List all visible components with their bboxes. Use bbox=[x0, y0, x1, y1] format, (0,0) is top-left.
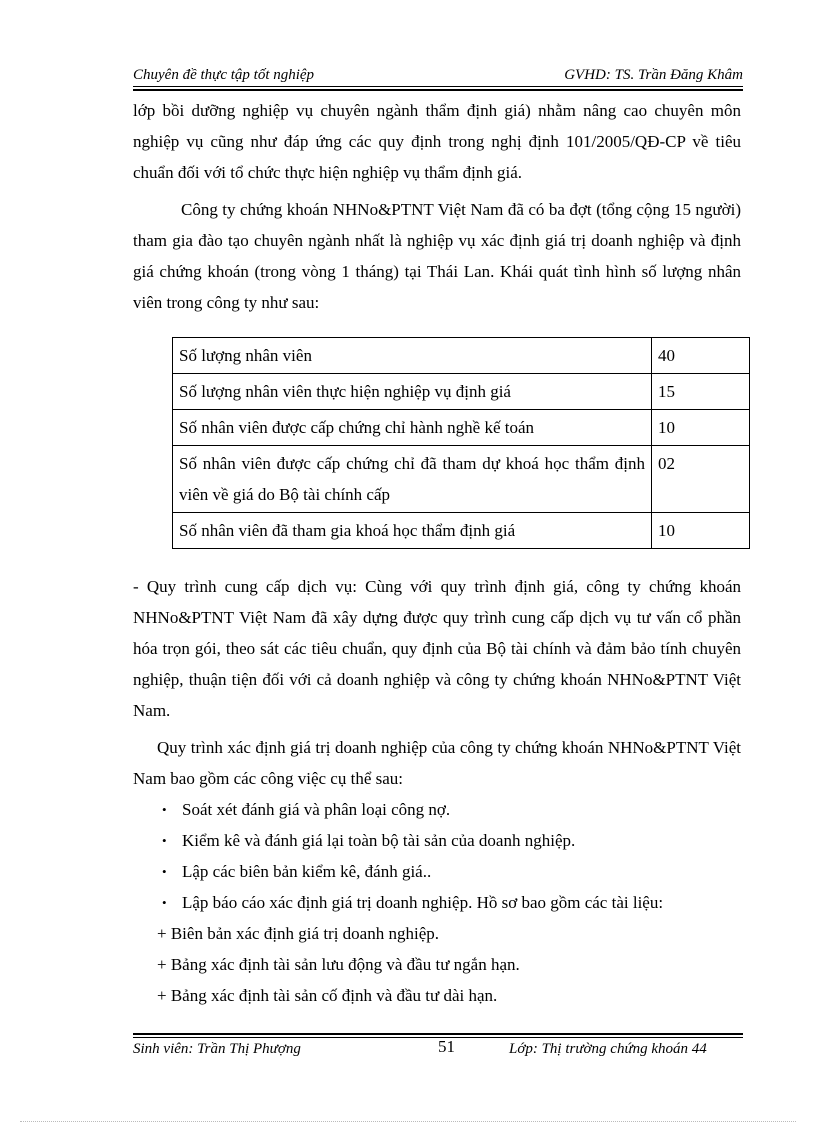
list-item bbox=[133, 794, 741, 825]
table-row bbox=[173, 513, 750, 549]
list-item-text: Kiểm kê và đánh giá lại toàn bộ tài sản của doanh nghiệp. bbox=[182, 831, 576, 850]
table-cell-label: Số lượng nhân viên bbox=[173, 338, 652, 374]
list-item bbox=[133, 887, 741, 918]
table-cell-value: 15 bbox=[652, 374, 750, 410]
list-item-text: Lập báo cáo xác định giá trị doanh nghiệp. Hồ sơ bao gồm các tài liệu: bbox=[182, 893, 664, 912]
paragraph-3: - Quy trình cung cấp dịch vụ: Cùng với quy trình định giá, công ty chứng khoán NHNo&PTNT Việt Nam đã xây dựng được quy trình cung cấp dịch vụ tư vấn cổ phần hóa trọn gói, theo sát các tiêu chuẩn, quy định của Bộ tài chính và đảm bảo tính chuyên nghiệp, thuận tiện đối với cả doanh nghiệp và công ty chứng khoán NHNo&PTNT Việt Nam. bbox=[133, 577, 741, 720]
table-row bbox=[173, 338, 750, 374]
plus-item: + Bảng xác định tài sản lưu động và đầu tư ngắn hạn. bbox=[157, 955, 520, 974]
table-cell-label: Số nhân viên được cấp chứng chỉ hành nghề kế toán bbox=[173, 410, 652, 446]
table-row bbox=[173, 410, 750, 446]
page-header bbox=[133, 66, 743, 84]
table-cell-value: 40 bbox=[652, 338, 750, 374]
bullet-icon: • bbox=[162, 802, 167, 817]
page-number: 51 bbox=[438, 1037, 455, 1056]
bullet-icon: • bbox=[162, 833, 167, 848]
table-row bbox=[173, 374, 750, 410]
table-row bbox=[173, 446, 750, 513]
paragraph-2: Công ty chứng khoán NHNo&PTNT Việt Nam đã có ba đợt (tổng cộng 15 người) tham gia đào tạo chuyên ngành nhất là nghiệp vụ xác định giá trị doanh nghiệp và định giá chứng khoán (trong vòng 1 tháng) tại Thái Lan. Khái quát tình hình số lượng nhân viên trong công ty như sau: bbox=[133, 200, 741, 312]
plus-item: + Biên bản xác định giá trị doanh nghiệp. bbox=[157, 924, 439, 943]
footer-rule-thick bbox=[133, 1033, 743, 1035]
paragraph-4: Quy trình xác định giá trị doanh nghiệp của công ty chứng khoán NHNo&PTNT Việt Nam bao gồm các công việc cụ thể sau: bbox=[133, 738, 741, 788]
list-item-text: Lập các biên bản kiểm kê, đánh giá.. bbox=[182, 862, 432, 881]
plus-item: + Bảng xác định tài sản cố định và đầu tư dài hạn. bbox=[157, 986, 498, 1005]
header-right: GVHD: TS. Trần Đăng Khâm bbox=[564, 67, 743, 83]
header-left: Chuyên đề thực tập tốt nghiệp bbox=[133, 67, 315, 83]
footer-student: Sinh viên: Trần Thị Phượng bbox=[133, 1041, 301, 1057]
header-rule bbox=[133, 86, 743, 87]
staff-table bbox=[172, 337, 750, 549]
list-item bbox=[133, 856, 741, 887]
task-list bbox=[133, 794, 741, 918]
table-cell-label: Số nhân viên đã tham gia khoá học thẩm định giá bbox=[173, 513, 652, 549]
table-cell-value: 10 bbox=[652, 410, 750, 446]
table-cell-label: Số lượng nhân viên thực hiện nghiệp vụ định giá bbox=[173, 374, 652, 410]
list-item-text: Soát xét đánh giá và phân loại công nợ. bbox=[182, 800, 451, 819]
list-item bbox=[133, 825, 741, 856]
table-cell-value: 02 bbox=[652, 446, 750, 513]
bullet-icon: • bbox=[162, 864, 167, 879]
bullet-icon: • bbox=[162, 895, 167, 910]
footer-class: Lớp: Thị trường chứng khoán 44 bbox=[509, 1041, 707, 1057]
table-cell-label: Số nhân viên được cấp chứng chỉ đã tham dự khoá học thẩm định viên về giá do Bộ tài chính cấp bbox=[173, 446, 652, 513]
paragraph-1: lớp bồi dưỡng nghiệp vụ chuyên ngành thẩm định giá) nhằm nâng cao chuyên môn nghiệp vụ cũng như đáp ứng các quy định trong nghị định 101/2005/QĐ-CP về tiêu chuẩn đối với tổ chức thực hiện nghiệp vụ thẩm định giá. bbox=[133, 101, 741, 182]
header-rule-thick bbox=[133, 89, 743, 91]
table-cell-value: 10 bbox=[652, 513, 750, 549]
page-edge-divider bbox=[20, 1121, 796, 1122]
body-text bbox=[133, 95, 741, 1011]
